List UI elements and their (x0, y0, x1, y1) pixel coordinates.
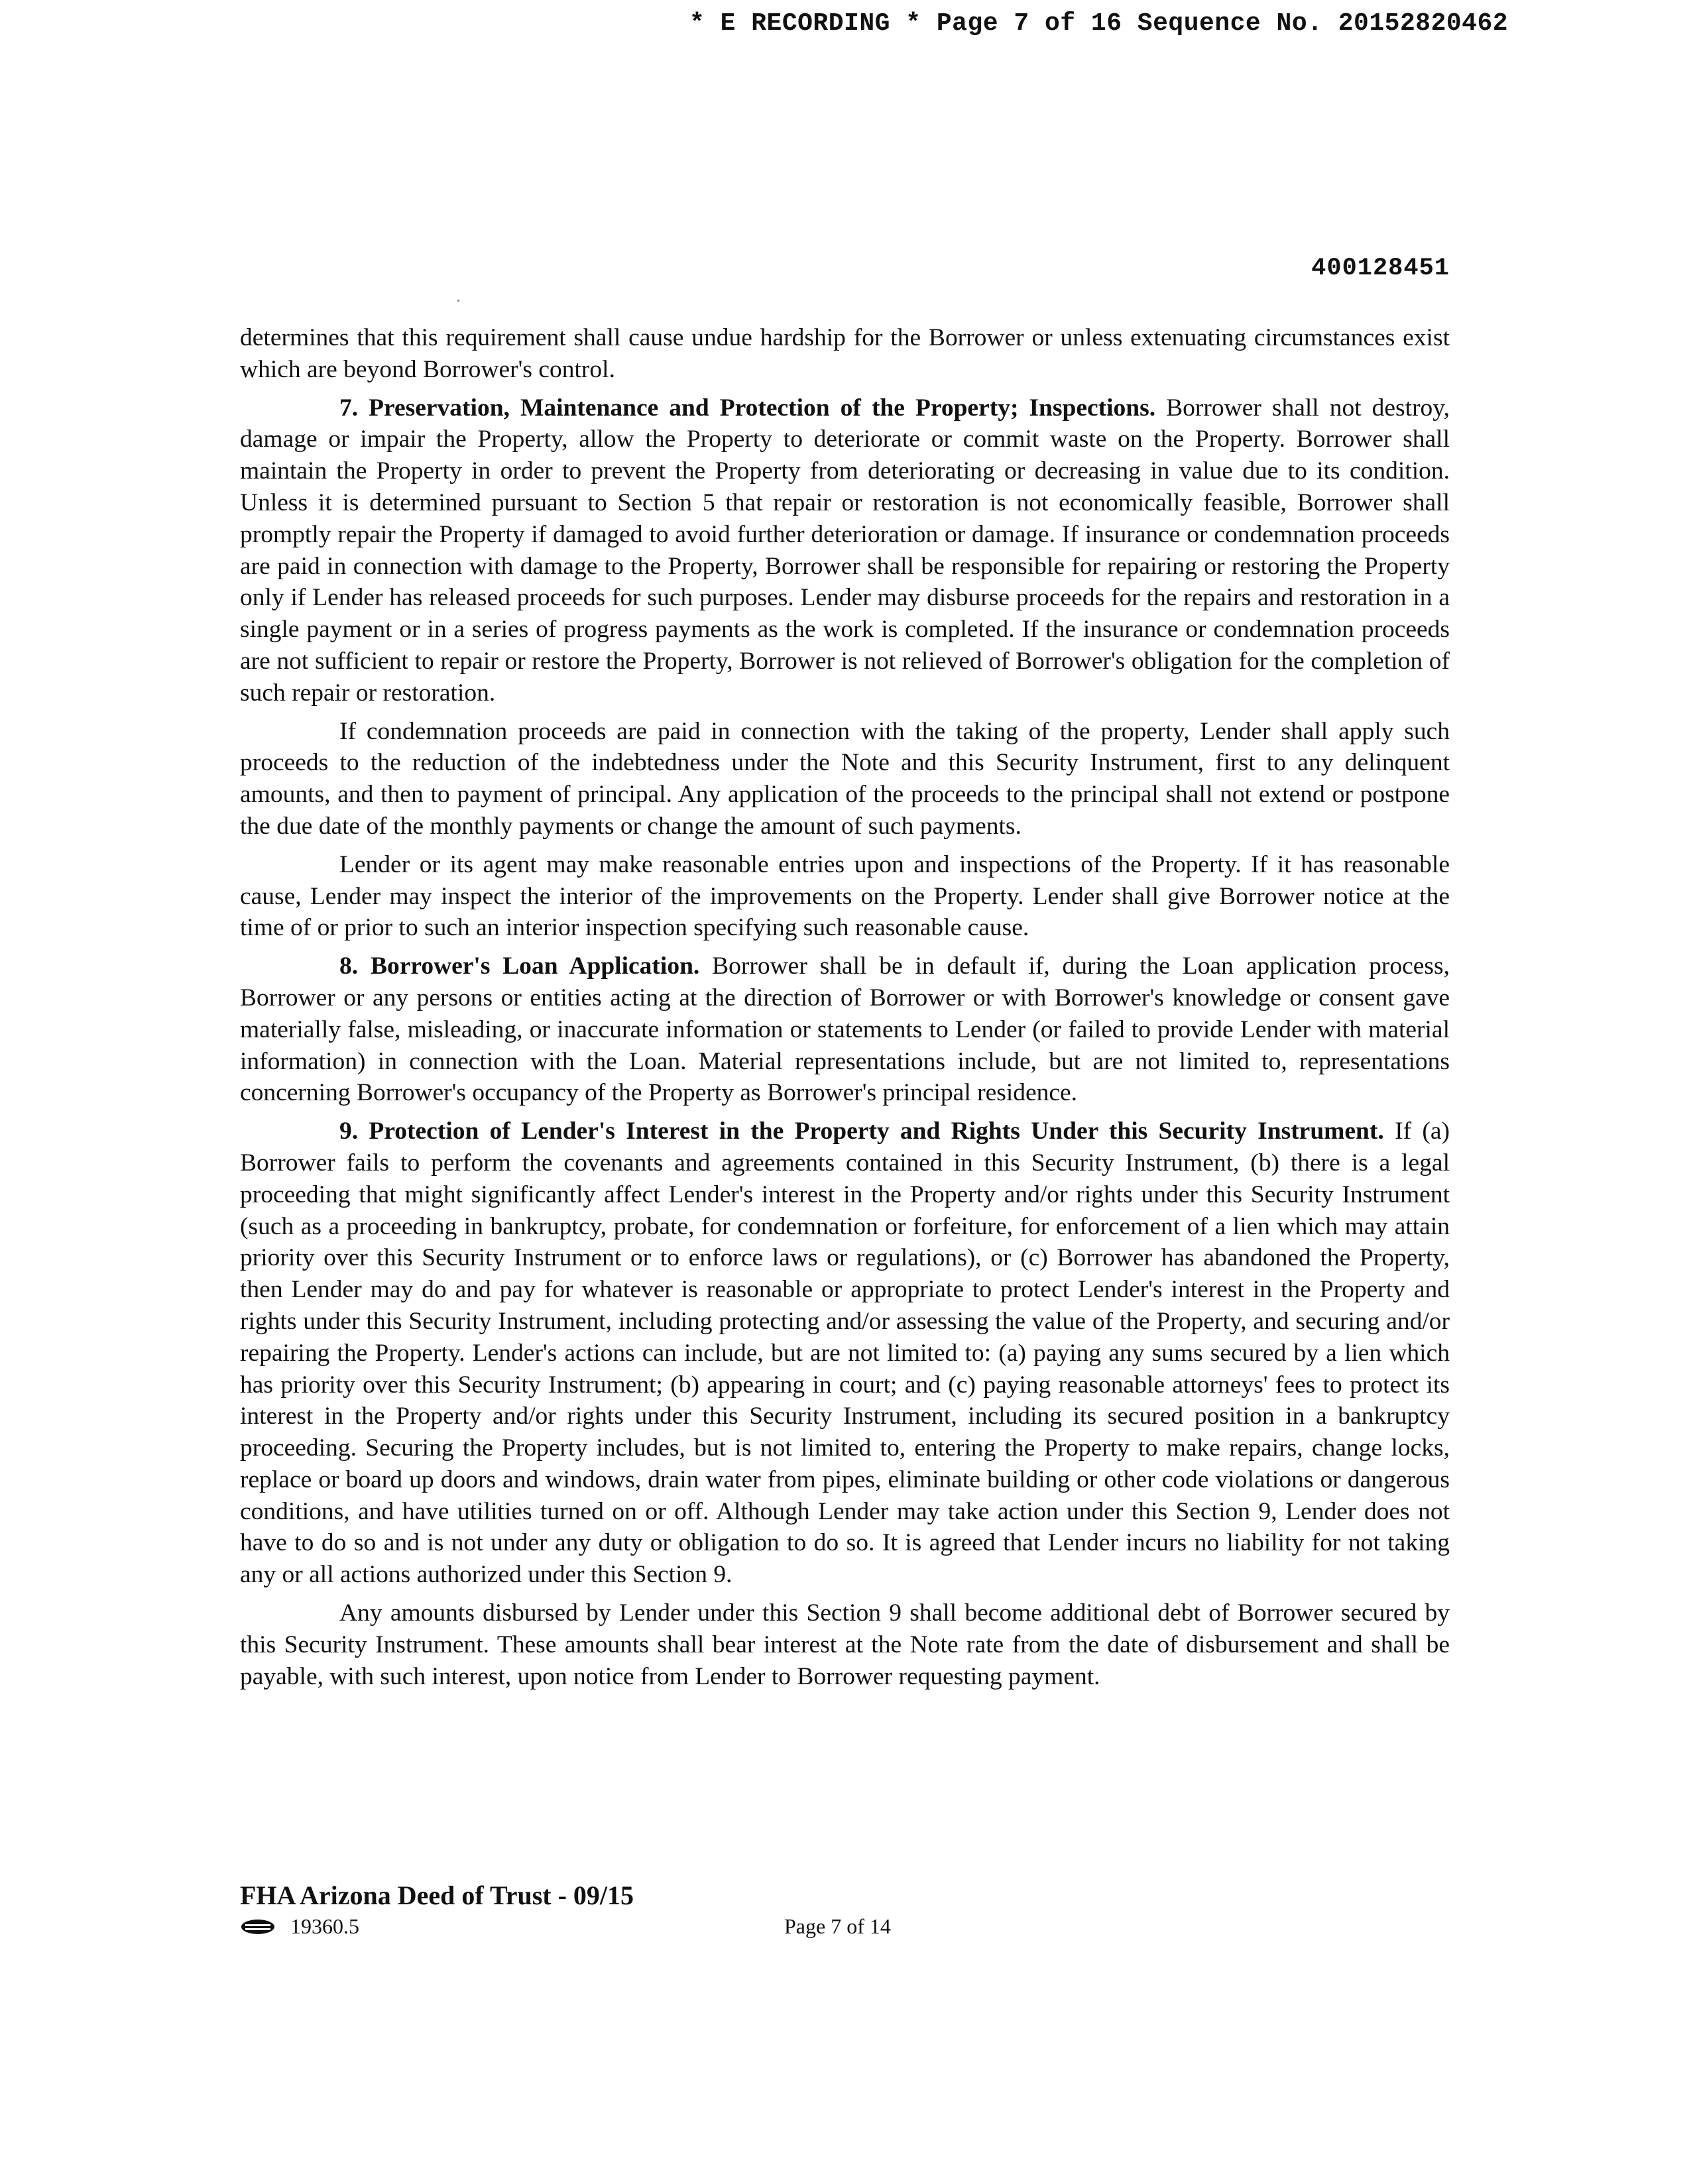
section-9-heading: 9. Protection of Lender's Interest in the Property and Rights Under this Security Instrument. (339, 1118, 1384, 1145)
scan-speck (457, 300, 459, 302)
loan-number: 400128451 (1311, 255, 1450, 282)
document-body (240, 322, 1450, 1699)
form-title: FHA Arizona Deed of Trust - 09/15 (240, 1880, 634, 1910)
paragraph-amounts: Any amounts disbursed by Lender under this Section 9 shall become additional debt of Borrower secured by this Security Instrument. These amounts shall bear interest at the Note rate from the date of disbursement and shall be payable, with such interest, upon notice from Lender to Borrower requesting payment. (240, 1599, 1450, 1690)
paragraph-continuation: determines that this requirement shall cause undue hardship for the Borrower or unless extenuating circumstances exist which are beyond Borrower's control. (240, 324, 1450, 383)
form-number: 19360.5 (290, 1914, 359, 1938)
recording-header: * E RECORDING * Page 7 of 16 Sequence No. 20152820462 (689, 9, 1509, 38)
section-8 (240, 950, 1450, 1109)
section-8-text: Borrower shall be in default if, during the Loan application process, Borrower or any persons or entities acting at the direction of Borrower or with Borrower's knowledge or consent gave materially false, misleading, or inaccurate information or statements to Lender (or failed to provide Lender with material information) in connection with the Loan. Material representations include, but are not limited to, representations concerning Borrower's occupancy of the Property as Borrower's principal residence. (240, 952, 1450, 1107)
paragraph-inspection: Lender or its agent may make reasonable entries upon and inspections of the Property. If it has reasonable cause, Lender may inspect the interior of the improvements on the Property. Lender shall give Borrower notice at the time of or prior to such an interior inspection specifying such reasonable cause. (240, 850, 1450, 942)
section-9-text: If (a) Borrower fails to perform the covenants and agreements contained in this Security Instrument, (b) there is a legal proceeding that might significantly affect Lender's interest in the Property and/or rights under this Security Instrument (such as a proceeding in bankruptcy, probate, for condemnation or forfeiture, for enforcement of a lien which may attain priority over this Security Instrument or to enforce laws or regulations), or (c) Borrower has abandoned the Property, then Lender may do and pay for whatever is reasonable or appropriate to protect Lender's interest in the Property and rights under this Security Instrument, including protecting and/or assessing the value of the Property, and securing and/or repairing the Property. Lender's actions can include, but are not limited to: (a) paying any sums secured by a lien which has priority over this Security Instrument; (b) appearing in court; and (c) paying reasonable attorneys' fees to protect its interest in the Property and/or rights under this Security Instrument, including its secured position in a bankruptcy proceeding. Securing the Property includes, but is not limited to, entering the Property to make repairs, change locks, replace or board up doors and windows, drain water from pipes, eliminate building or other code violations or dangerous conditions, and have utilities turned on or off. Although Lender may take action under this Section 9, Lender does not have to do so and is not under any duty or obligation to do so. It is agreed that Lender incurs no liability for not taking any or all actions authorized under this Section 9. (240, 1118, 1450, 1589)
section-7-heading: 7. Preservation, Maintenance and Protection of the Property; Inspections. (339, 394, 1156, 422)
form-id (240, 1914, 359, 1939)
section-8-heading: 8. Borrower's Loan Application. (339, 952, 700, 980)
section-7-text: Borrower shall not destroy, damage or impair the Property, allow the Property to deteriorate or commit waste on the Property. Borrower shall maintain the Property in order to prevent the Property from deteriorating or decreasing in value due to its condition. Unless it is determined pursuant to Section 5 that repair or restoration is not economically feasible, Borrower shall promptly repair the Property if damaged to avoid further deterioration or damage. If insurance or condemnation proceeds are paid in connection with damage to the Property, Borrower shall be responsible for repairing or restoring the Property only if Lender has released proceeds for such purposes. Lender may disburse proceeds for the repairs and restoration in a single payment or in a series of progress payments as the work is completed. If the insurance or condemnation proceeds are not sufficient to repair or restore the Property, Borrower is not relieved of Borrower's obligation for the completion of such repair or restoration. (240, 394, 1450, 707)
form-publisher-logo-icon (240, 1918, 276, 1935)
section-7 (240, 392, 1450, 709)
section-9 (240, 1116, 1450, 1591)
page-number: Page 7 of 14 (784, 1914, 891, 1938)
paragraph-condemnation: If condemnation proceeds are paid in connection with the taking of the property, Lender shall apply such proceeds to the reduction of the indebtedness under the Note and this Security Instrument, first to any delinquent amounts, and then to payment of principal. Any application of the proceeds to the principal shall not extend or postpone the due date of the monthly payments or change the amount of such payments. (240, 717, 1450, 840)
